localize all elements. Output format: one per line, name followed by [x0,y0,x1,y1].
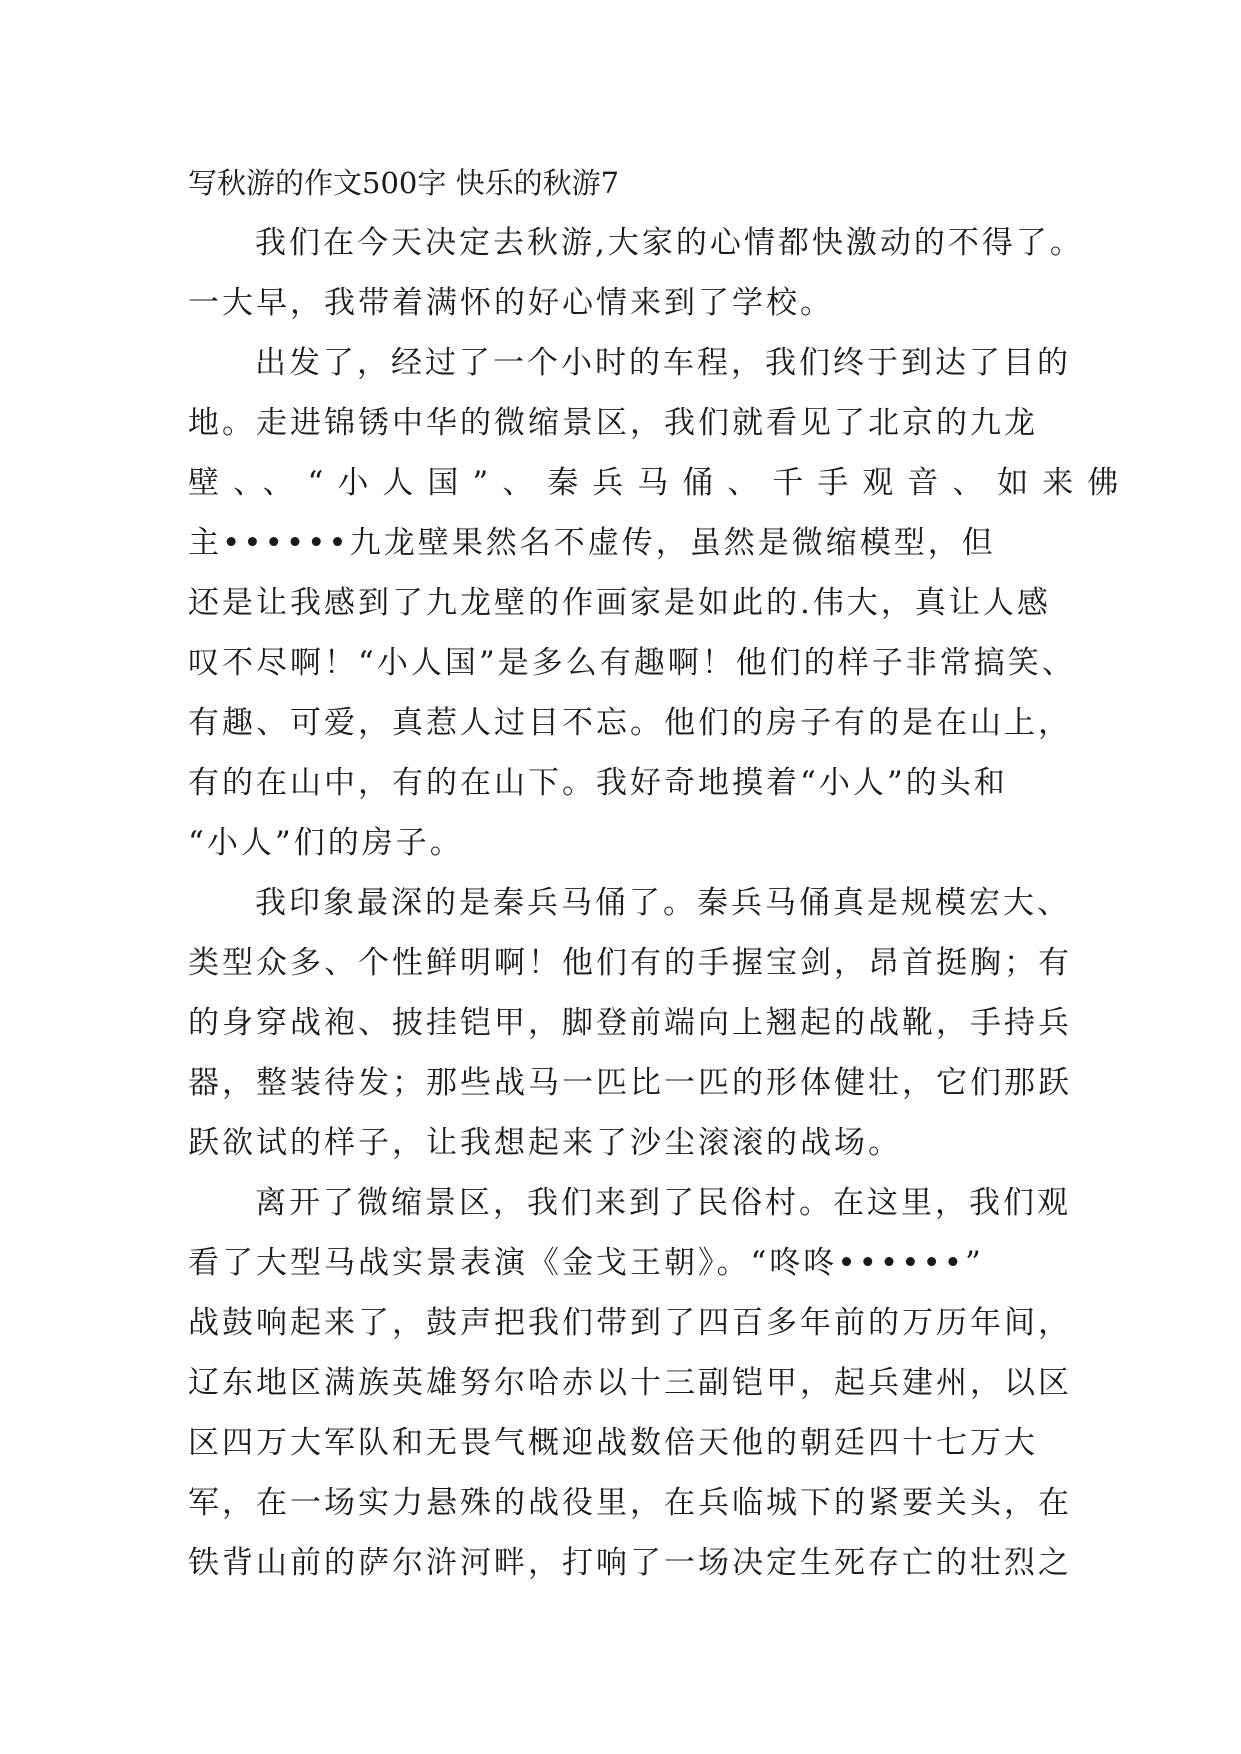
paragraph-2-line-2: 地。走进锦锈中华的微缩景区，我们就看见了北京的九龙 [188,405,1038,441]
paragraph-4-line-2: 看了大型马战实景表演《金戈王朝》。“咚咚••••••” [188,1245,984,1281]
paragraph-4-line-3: 战鼓响起来了，鼓声把我们带到了四百多年前的万历年间， [188,1305,1072,1341]
paragraph-2-line-7: 有趣、可爱，真惹人过目不忘。他们的房子有的是在山上， [188,705,1072,741]
paragraph-4-line-5: 区四万大军队和无畏气概迎战数倍天他的朝廷四十七万大 [188,1425,1038,1461]
paragraph-3-line-1: 我印象最深的是秦兵马俑了。秦兵马俑真是规模宏大、 [255,885,1071,921]
paragraph-2-line-5: 还是让我感到了九龙壁的作画家是如此的.伟大，真让人感 [188,585,1051,621]
paragraph-2-line-1: 出发了，经过了一个小时的车程，我们终于到达了目的 [255,345,1071,381]
paragraph-4-line-1: 离开了微缩景区，我们来到了民俗村。在这里，我们观 [255,1185,1071,1221]
paragraph-4-line-6: 军，在一场实力悬殊的战役里，在兵临城下的紧要关头，在 [188,1485,1072,1521]
document-title: 写秋游的作文500字 快乐的秋游7 [188,166,620,200]
paragraph-4-line-4: 辽东地区满族英雄努尔哈赤以十三副铠甲，起兵建州，以区 [188,1365,1072,1401]
paragraph-2-line-9: “小人”们的房子。 [188,825,464,861]
paragraph-3-line-4: 器，整装待发；那些战马一匹比一匹的形体健壮，它们那跃 [188,1065,1072,1101]
paragraph-2-line-6: 叹不尽啊！“小人国”是多么有趣啊！他们的样子非常搞笑、 [188,645,1076,681]
paragraph-1-line-1: 我们在今天决定去秋游,大家的心情都快激动的不得了。 [255,225,1084,261]
paragraph-2-line-3: 壁、、“小人国”、秦兵马俑、千手观音、如来佛 [188,465,1133,501]
paragraph-3-line-3: 的身穿战袍、披挂铠甲，脚登前端向上翘起的战靴，手持兵 [188,1005,1072,1041]
paragraph-4-line-7: 铁背山前的萨尔浒河畔，打响了一场决定生死存亡的壮烈之 [188,1545,1072,1581]
paragraph-3-line-5: 跃欲试的样子，让我想起来了沙尘滚滚的战场。 [188,1125,902,1161]
paragraph-2-line-4: 主••••••九龙壁果然名不虚传，虽然是微缩模型，但 [188,525,996,561]
paragraph-2-line-8: 有的在山中，有的在山下。我好奇地摸着“小人”的头和 [188,765,1008,801]
paragraph-3-line-2: 类型众多、个性鲜明啊！他们有的手握宝剑，昂首挺胸；有 [188,945,1072,981]
paragraph-1-line-2: 一大早，我带着满怀的好心情来到了学校。 [188,285,834,321]
